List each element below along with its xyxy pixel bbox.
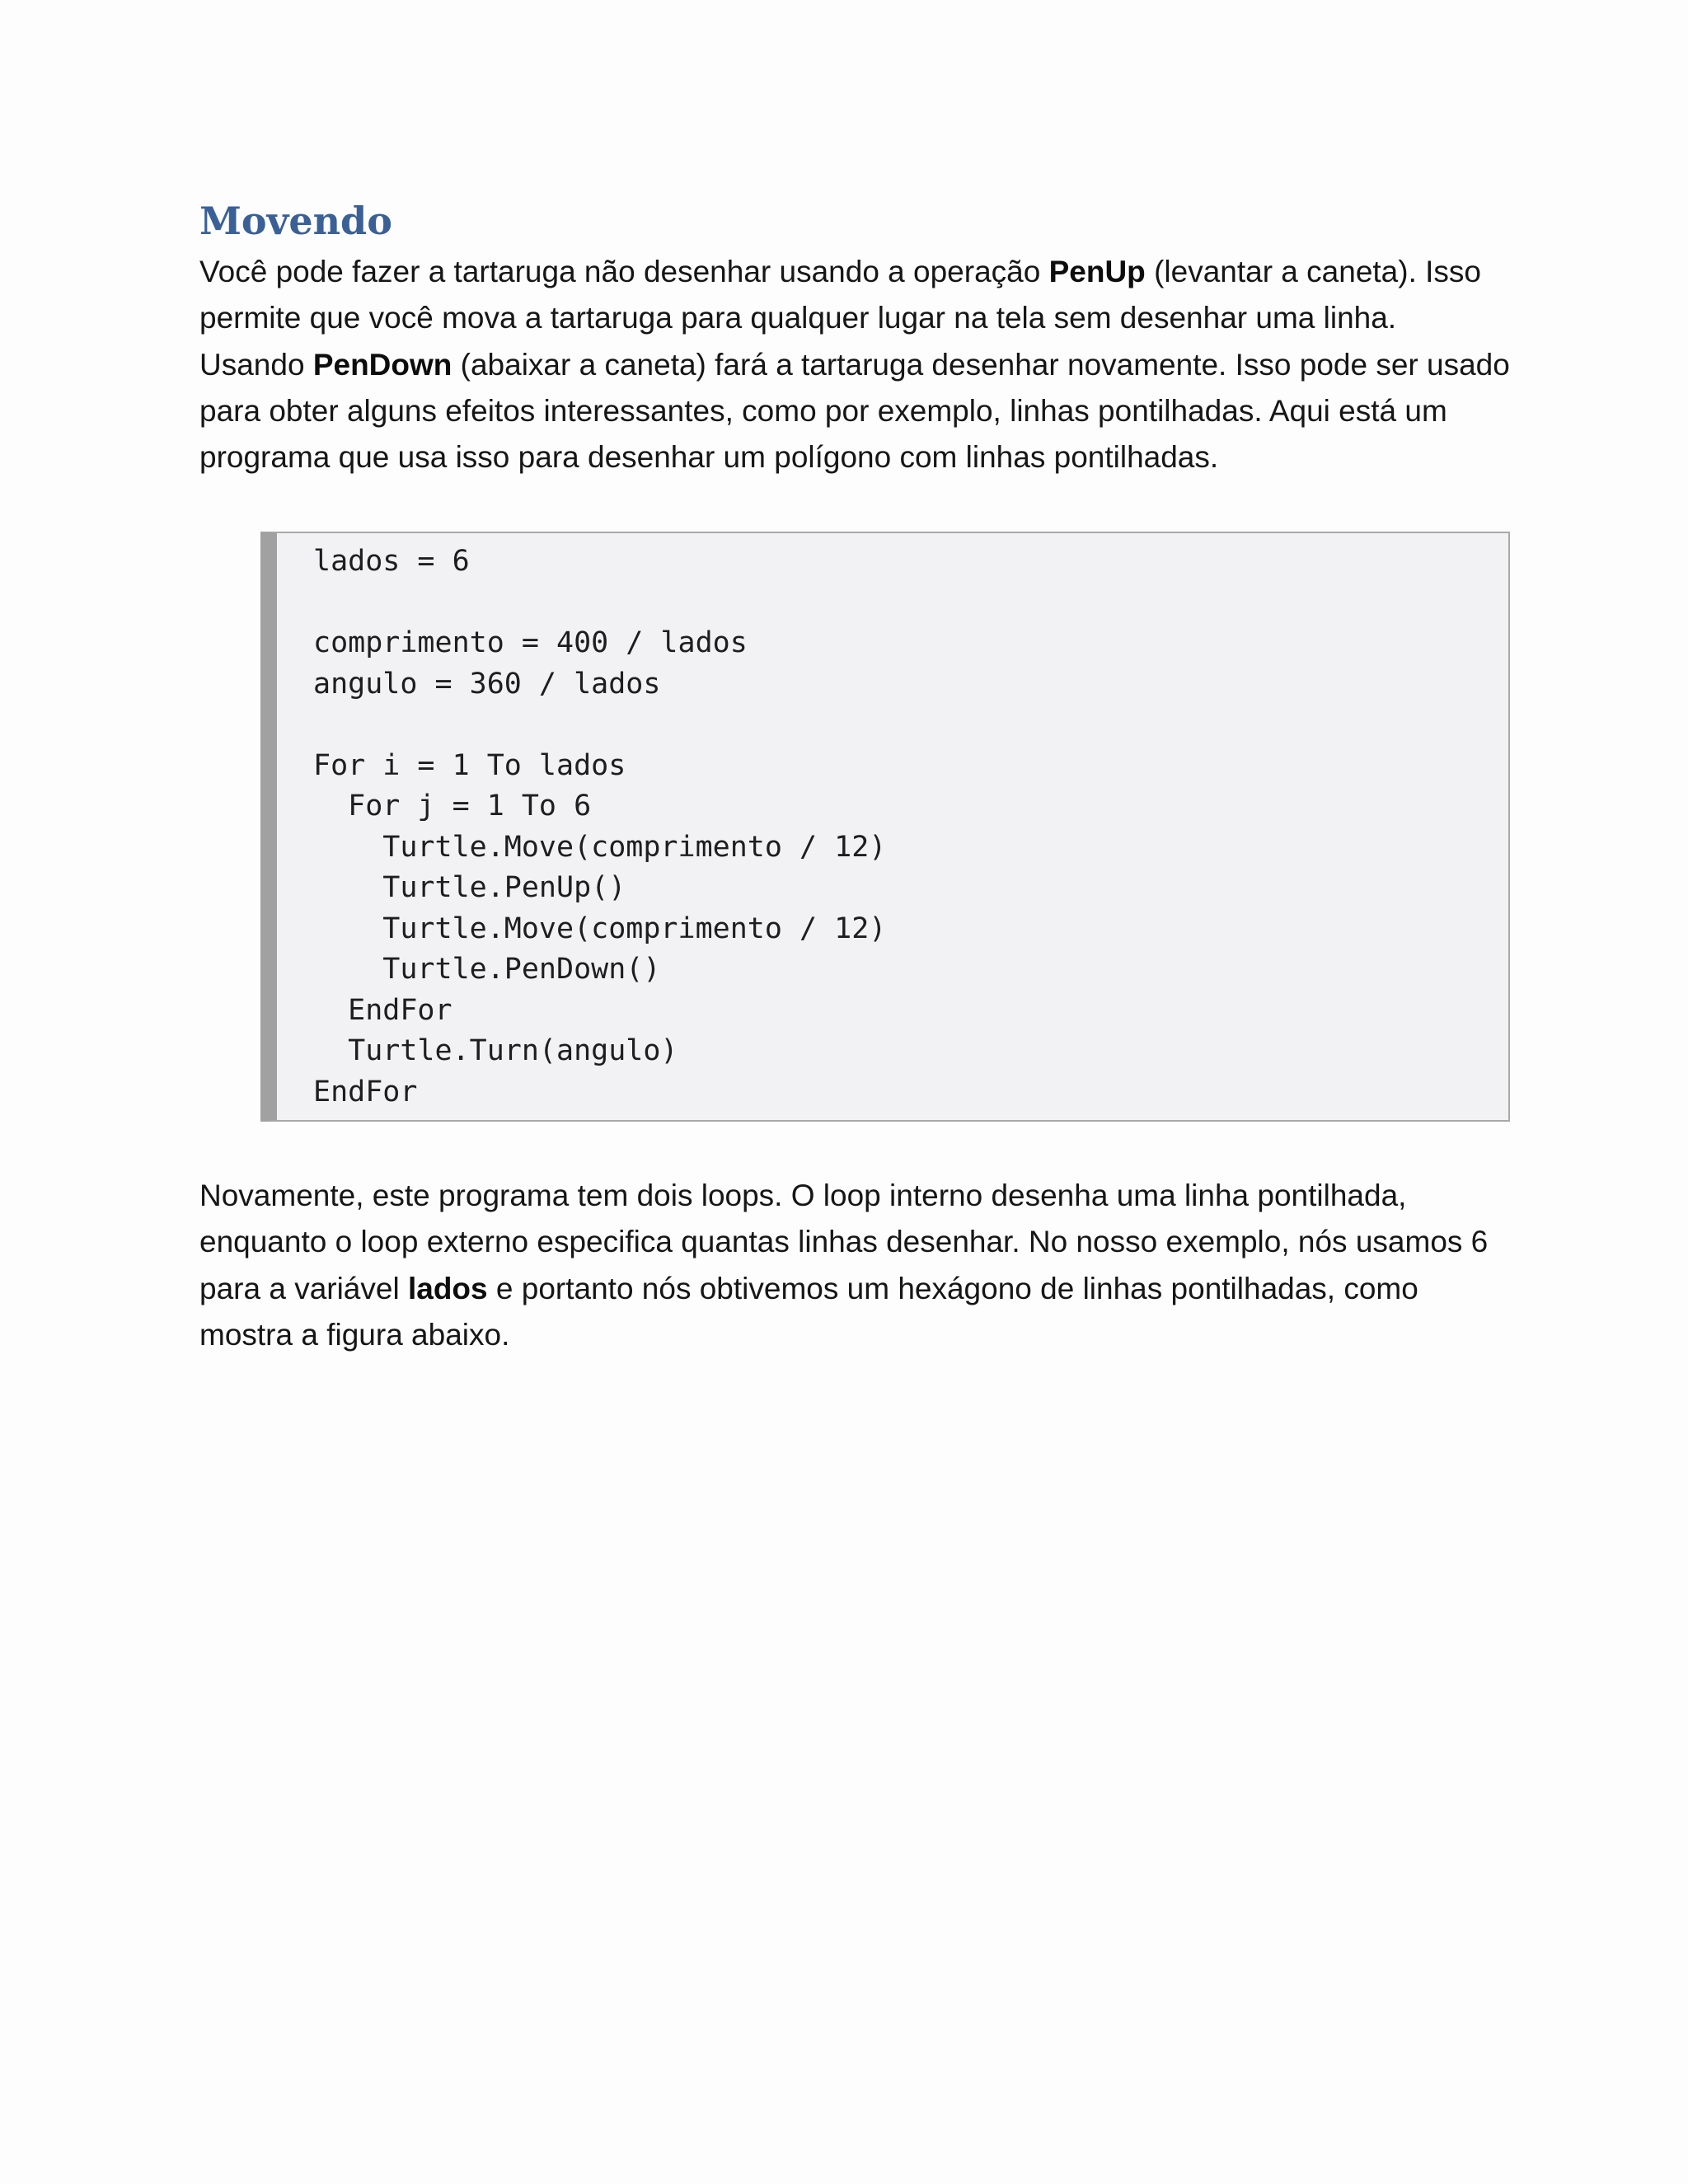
paragraph-line — [199, 1266, 1551, 1312]
paragraph-line — [199, 1173, 1551, 1219]
code-line: Turtle.Turn(angulo) — [313, 1034, 678, 1067]
text-segment: e portanto nós obtivemos um hexágono de linhas pontilhadas, como — [487, 1271, 1418, 1305]
explanation-paragraph — [199, 1173, 1551, 1358]
paragraph-line — [199, 1312, 1551, 1358]
intro-paragraph — [199, 249, 1551, 480]
code-line: Turtle.Move(comprimento / 12) — [313, 912, 887, 945]
text-segment: (levantar a caneta). Isso — [1145, 255, 1481, 288]
paragraph-line — [199, 1219, 1551, 1265]
code-line: EndFor — [313, 993, 452, 1027]
section-heading: Movendo — [199, 199, 392, 243]
text-segment: mostra a figura abaixo. — [199, 1317, 510, 1352]
code-line: For j = 1 To 6 — [313, 790, 592, 823]
code-line — [313, 705, 886, 746]
paragraph-line — [199, 249, 1551, 295]
code-line: lados = 6 — [313, 545, 470, 578]
code-line: EndFor — [313, 1075, 418, 1108]
text-segment: para obter alguns efeitos interessantes, como por exemplo, linhas pontilhadas. Aqui está um — [199, 393, 1447, 428]
code-line: For i = 1 To lados — [313, 748, 626, 782]
code-lines — [313, 541, 886, 1113]
bold-term: lados — [407, 1271, 488, 1305]
code-line: angulo = 360 / lados — [313, 667, 661, 701]
code-block — [260, 532, 1510, 1122]
text-segment: programa que usa isso para desenhar um polígono com linhas pontilhadas. — [199, 440, 1219, 475]
code-line: Turtle.PenUp() — [313, 871, 626, 904]
paragraph-line — [199, 388, 1551, 434]
code-line: comprimento = 400 / lados — [313, 626, 748, 659]
code-line — [313, 583, 886, 624]
code-line: Turtle.Move(comprimento / 12) — [313, 830, 887, 864]
paragraph-line — [199, 295, 1551, 341]
text-segment: permite que você mova a tartaruga para qualquer lugar na tela sem desenhar uma linha. — [199, 301, 1397, 335]
text-segment: Você pode fazer a tartaruga não desenhar usando a operação — [199, 255, 1049, 288]
text-segment: Usando — [199, 347, 313, 382]
paragraph-line — [199, 342, 1551, 388]
text-segment: enquanto o loop externo especifica quantas linhas desenhar. No nosso exemplo, nós usamos 6 — [199, 1225, 1489, 1259]
text-segment: para a variável — [199, 1271, 408, 1305]
bold-term: PenDown — [312, 347, 452, 382]
paragraph-line — [199, 434, 1551, 480]
text-segment: Novamente, este programa tem dois loops. O loop interno desenha uma linha pontilhada, — [199, 1179, 1407, 1212]
bold-term: PenUp — [1048, 255, 1146, 288]
text-segment: (abaixar a caneta) fará a tartaruga desenhar novamente. Isso pode ser usado — [452, 347, 1510, 382]
code-line: Turtle.PenDown() — [313, 953, 661, 986]
